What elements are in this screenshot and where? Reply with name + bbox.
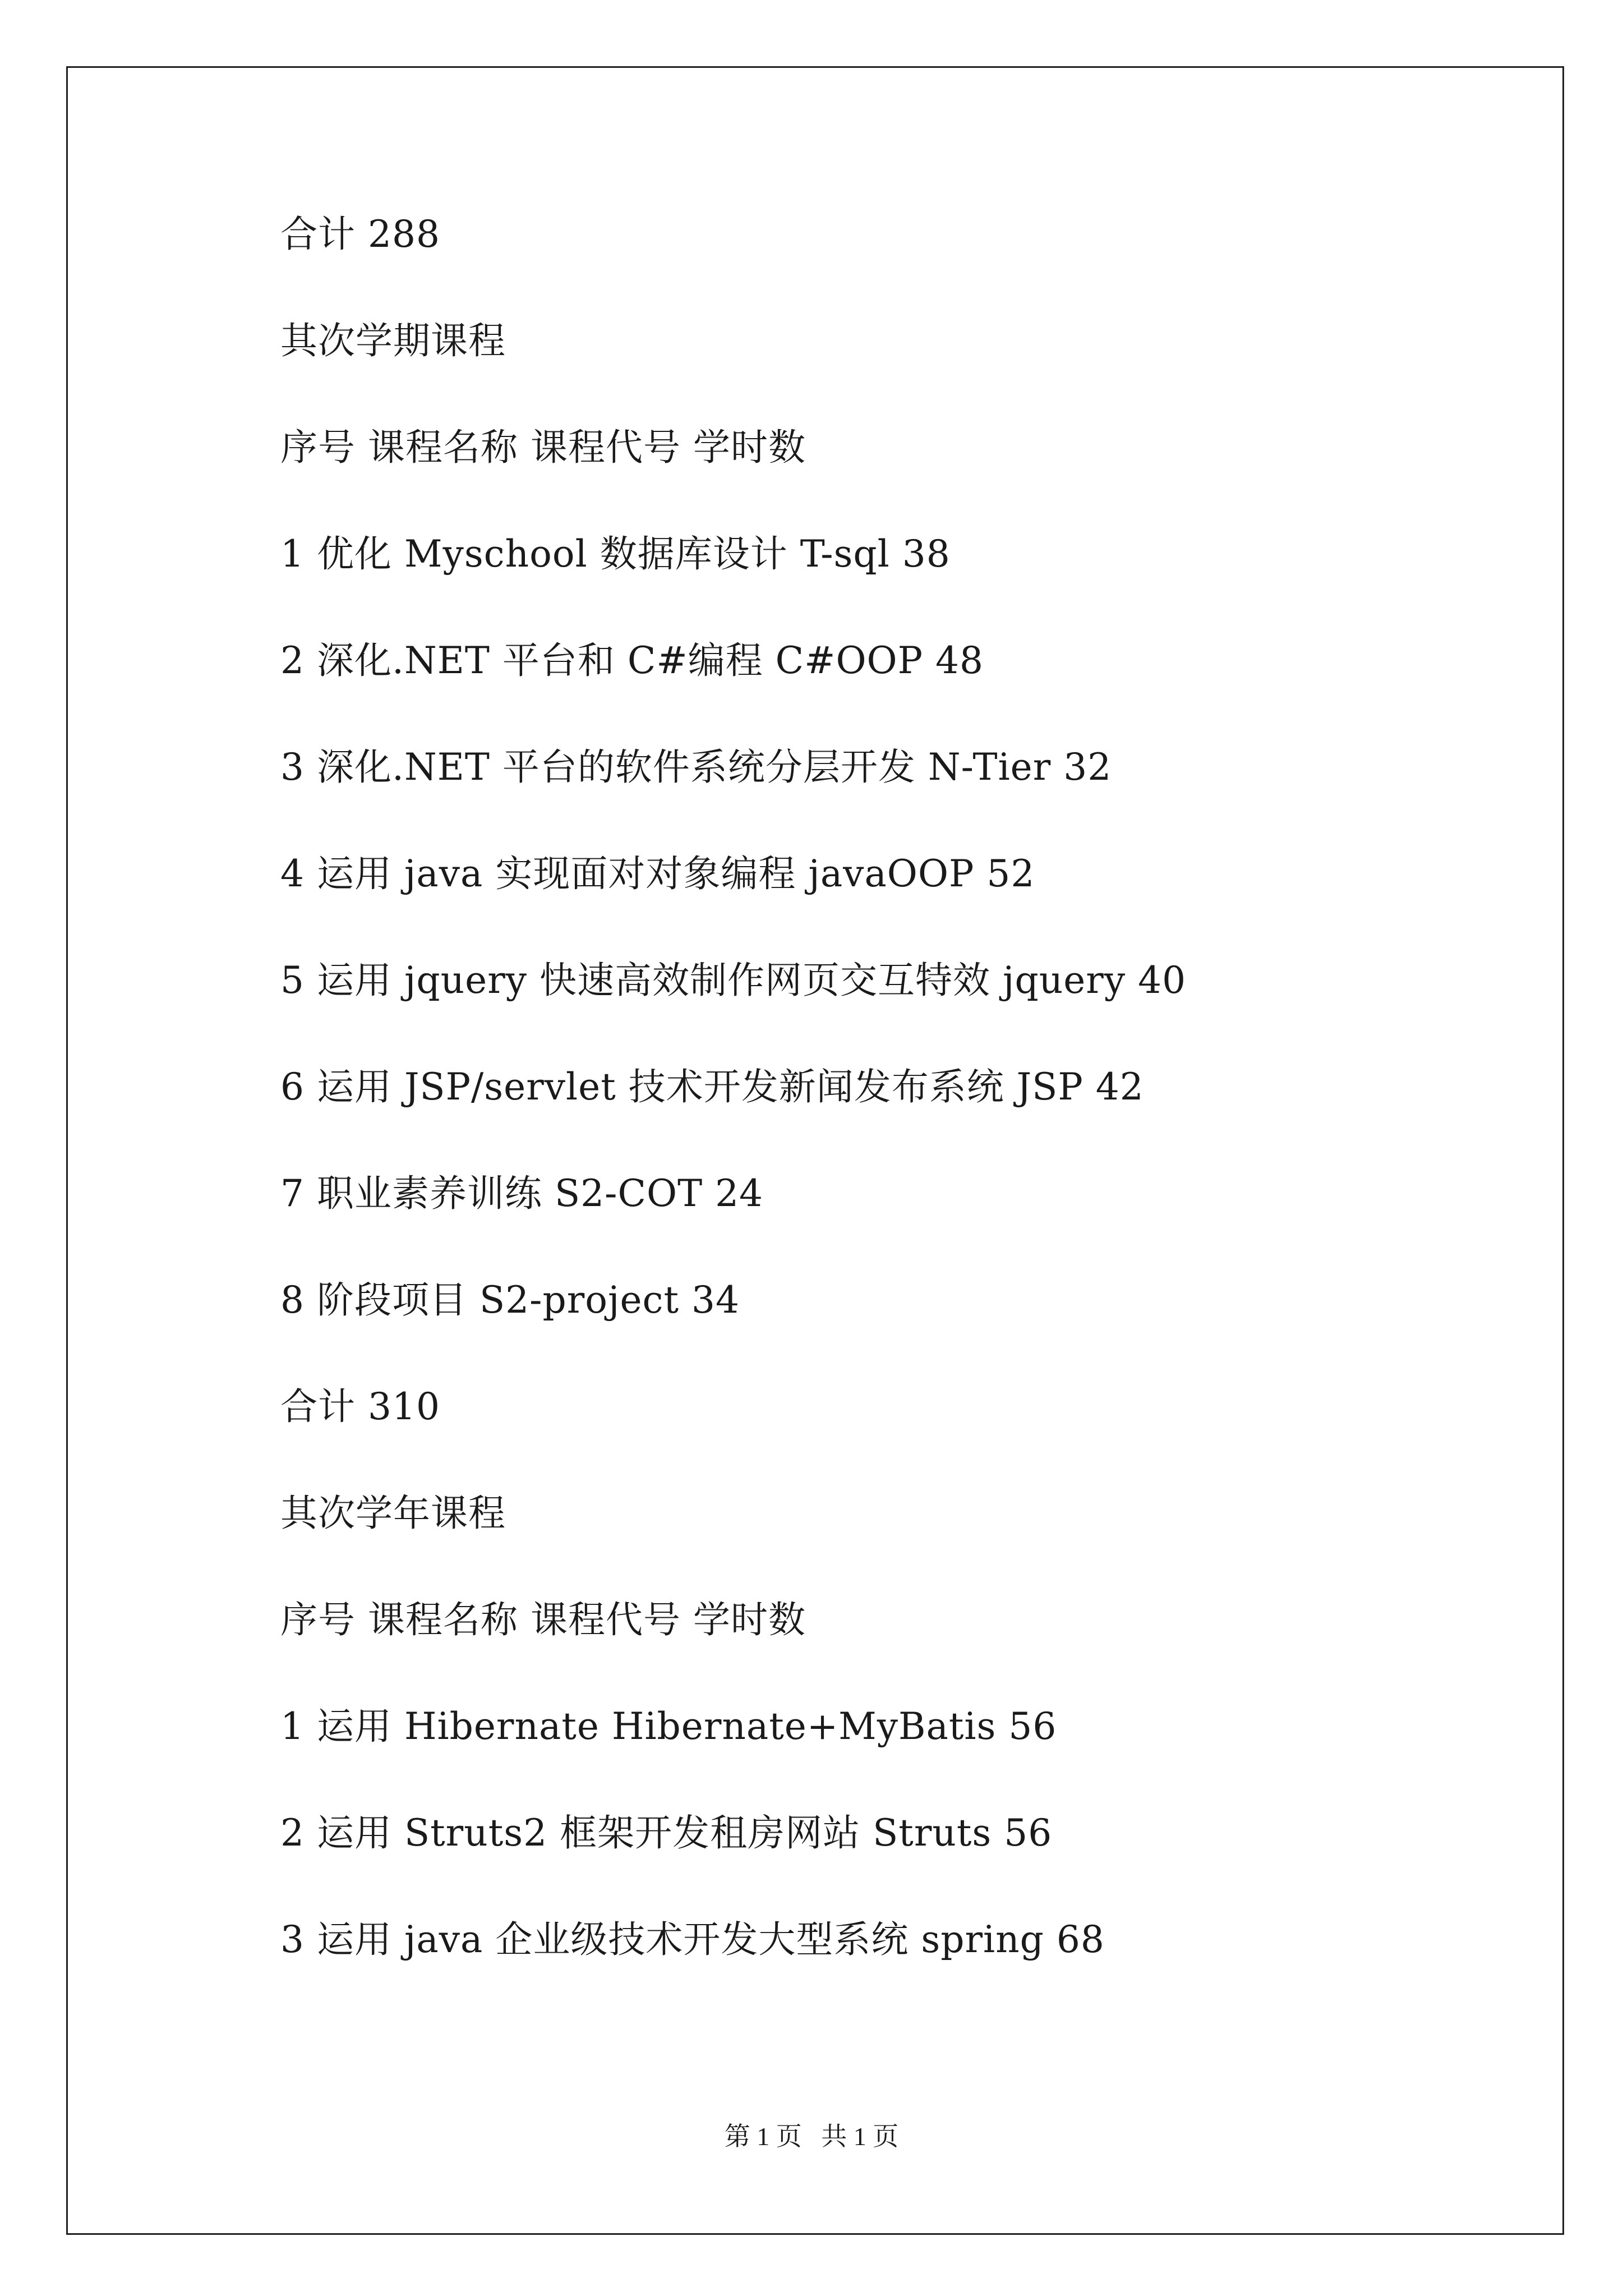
course-row: 1 优化 Myschool 数据库设计 T-sql 38 xyxy=(280,532,951,576)
course-row: 1 运用 Hibernate Hibernate+MyBatis 56 xyxy=(280,1705,1057,1748)
course-row: 7 职业素养训练 S2-COT 24 xyxy=(280,1172,764,1215)
page-footer: 第 1 页 共 1 页 xyxy=(724,2122,899,2151)
course-row: 3 深化.NET 平台的软件系统分层开发 N-Tier 32 xyxy=(280,746,1112,789)
subtotal-line: 合计 288 xyxy=(280,213,440,256)
course-row: 3 运用 java 企业级技术开发大型系统 spring 68 xyxy=(280,1918,1105,1961)
course-row: 2 运用 Struts2 框架开发租房网站 Struts 56 xyxy=(280,1811,1053,1855)
document-body xyxy=(280,213,1514,2028)
course-row: 4 运用 java 实现面对对象编程 javaOOP 52 xyxy=(280,852,1035,895)
table-header: 序号 课程名称 课程代号 学时数 xyxy=(280,1598,806,1641)
course-row: 8 阶段项目 S2-project 34 xyxy=(280,1278,740,1322)
section-heading: 其次学年课程 xyxy=(280,1492,506,1535)
table-header: 序号 课程名称 课程代号 学时数 xyxy=(280,426,806,469)
course-row: 2 深化.NET 平台和 C#编程 C#OOP 48 xyxy=(280,639,984,682)
course-row: 6 运用 JSP/servlet 技术开发新闻发布系统 JSP 42 xyxy=(280,1065,1144,1108)
course-row: 5 运用 jquery 快速高效制作网页交互特效 jquery 40 xyxy=(280,959,1187,1002)
section-heading: 其次学期课程 xyxy=(280,319,506,362)
subtotal-line: 合计 310 xyxy=(280,1385,440,1428)
